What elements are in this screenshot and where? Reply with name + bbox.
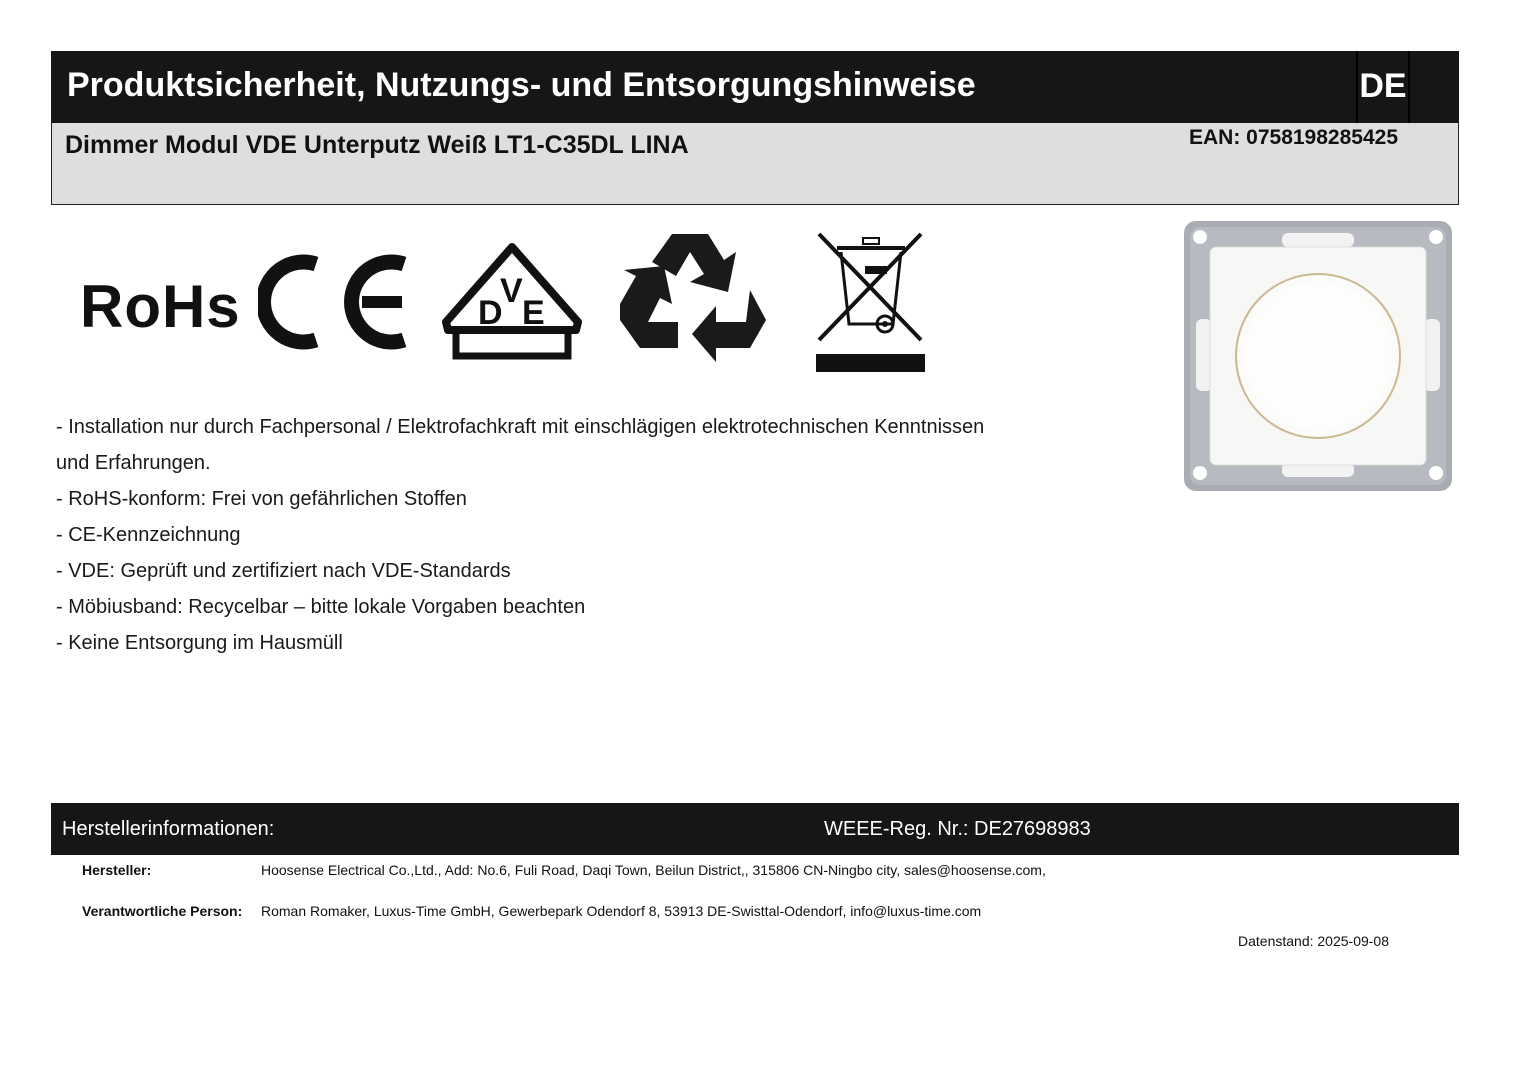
product-photo xyxy=(1184,221,1452,491)
rohs-logo: RoHs xyxy=(80,273,241,340)
responsible-person-value: Roman Romaker, Luxus-Time GmbH, Gewerbepark Odendorf 8, 53913 DE-Swisttal-Odendorf, info@luxus-time.com xyxy=(261,903,982,919)
manufacturer-label: Hersteller: xyxy=(82,862,152,878)
vde-letter-v: V xyxy=(500,272,523,310)
note-line: - Möbiusband: Recycelbar – bitte lokale Vorgaben beachten xyxy=(56,596,586,618)
vde-letter-e: E xyxy=(522,294,545,332)
recycle-icon xyxy=(616,230,766,376)
weee-bin-icon xyxy=(815,230,927,374)
note-line: - Installation nur durch Fachpersonal / Elektrofachkraft mit einschlägigen elektrotechnischen Kenntnissen xyxy=(56,416,985,438)
note-line: - VDE: Geprüft und zertifiziert nach VDE-Standards xyxy=(56,560,511,582)
product-bar xyxy=(51,123,1459,205)
header-bar xyxy=(51,51,1459,123)
language-badge: DE xyxy=(1356,51,1410,123)
vde-mark-icon xyxy=(440,242,584,360)
manufacturer-bar xyxy=(51,803,1459,855)
note-line: - CE-Kennzeichnung xyxy=(56,524,241,546)
manufacturer-heading: Herstellerinformationen: xyxy=(62,818,275,840)
ean-code: EAN: 0758198285425 xyxy=(1189,126,1398,149)
manufacturer-value: Hoosense Electrical Co.,Ltd., Add: No.6, Fuli Road, Daqi Town, Beilun District,, 315806 CN-Ningbo city, sales@hoosense.com, xyxy=(261,862,1046,878)
note-line: - RoHS-konform: Frei von gefährlichen Stoffen xyxy=(56,488,467,510)
ce-mark-icon xyxy=(258,250,408,354)
usage-notes xyxy=(56,409,1136,661)
data-date: Datenstand: 2025-09-08 xyxy=(1238,933,1389,949)
responsible-person-label: Verantwortliche Person: xyxy=(82,903,243,919)
weee-registration: WEEE-Reg. Nr.: DE27698983 xyxy=(824,818,1091,840)
page-title: Produktsicherheit, Nutzungs- und Entsorgungshinweise xyxy=(67,66,976,104)
vde-letter-d: D xyxy=(478,294,503,332)
note-line: - Keine Entsorgung im Hausmüll xyxy=(56,632,343,654)
product-name: Dimmer Modul VDE Unterputz Weiß LT1-C35DL LINA xyxy=(65,131,689,159)
note-line: und Erfahrungen. xyxy=(56,452,211,474)
